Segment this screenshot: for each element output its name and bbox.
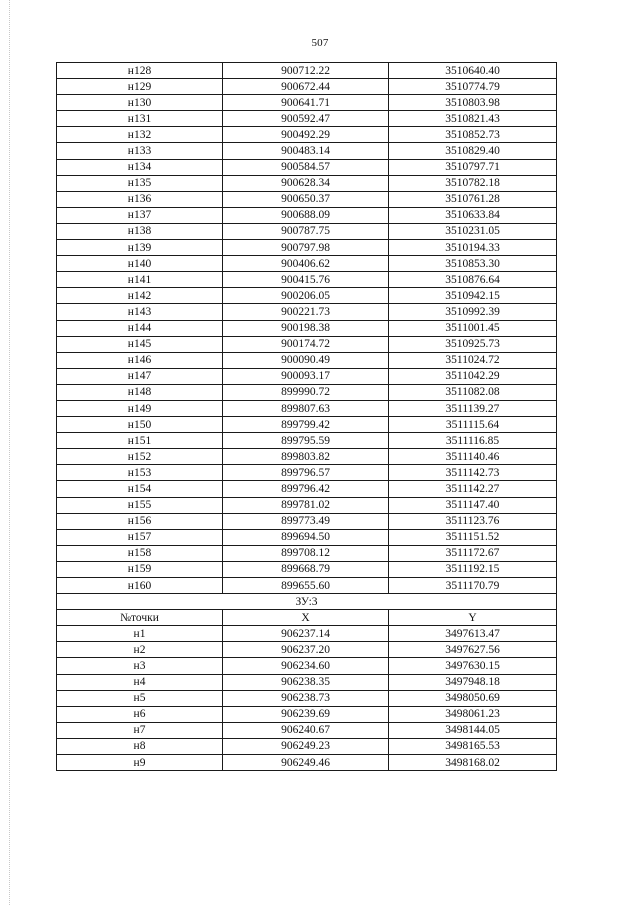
table-row	[57, 578, 557, 594]
point-id-cell: н4	[57, 674, 223, 690]
y-coordinate-cell: 3510942.15	[389, 288, 557, 304]
x-coordinate-cell: 899708.12	[223, 545, 389, 561]
x-coordinate-cell: 900672.44	[223, 79, 389, 95]
y-coordinate-cell: 3510925.73	[389, 336, 557, 352]
table-row	[57, 433, 557, 449]
y-coordinate-cell: 3511116.85	[389, 433, 557, 449]
table-row	[57, 642, 557, 658]
table-row	[57, 256, 557, 272]
x-coordinate-cell: 900206.05	[223, 288, 389, 304]
table-row	[57, 561, 557, 577]
y-coordinate-cell: 3498061.23	[389, 706, 557, 722]
point-id-cell: н3	[57, 658, 223, 674]
y-coordinate-cell: 3511123.76	[389, 513, 557, 529]
x-coordinate-cell: 899803.82	[223, 449, 389, 465]
section-header-body	[57, 594, 557, 626]
y-coordinate-cell: 3498165.53	[389, 738, 557, 754]
point-id-cell: н146	[57, 352, 223, 368]
x-coordinate-cell: 899799.42	[223, 417, 389, 433]
point-id-cell: н9	[57, 755, 223, 771]
y-coordinate-cell: 3511082.08	[389, 384, 557, 400]
x-coordinate-cell: 900641.71	[223, 95, 389, 111]
point-id-cell: н141	[57, 272, 223, 288]
point-id-cell: н2	[57, 642, 223, 658]
point-id-cell: н148	[57, 384, 223, 400]
x-coordinate-cell: 899796.57	[223, 465, 389, 481]
x-coordinate-cell: 899795.59	[223, 433, 389, 449]
y-coordinate-cell: 3510633.84	[389, 207, 557, 223]
table-row	[57, 191, 557, 207]
y-coordinate-cell: 3511170.79	[389, 578, 557, 594]
x-coordinate-cell: 900090.49	[223, 352, 389, 368]
point-id-cell: н154	[57, 481, 223, 497]
y-coordinate-cell: 3498168.02	[389, 755, 557, 771]
point-id-cell: н8	[57, 738, 223, 754]
x-coordinate-cell: 906237.14	[223, 626, 389, 642]
y-coordinate-cell: 3510797.71	[389, 159, 557, 175]
point-id-cell: н6	[57, 706, 223, 722]
x-coordinate-cell: 900787.75	[223, 223, 389, 239]
table-row	[57, 95, 557, 111]
table-row	[57, 143, 557, 159]
table-row	[57, 272, 557, 288]
table-row	[57, 626, 557, 642]
y-coordinate-cell: 3510829.40	[389, 143, 557, 159]
table-row	[57, 529, 557, 545]
y-coordinate-cell: 3497613.47	[389, 626, 557, 642]
y-coordinate-cell: 3510774.79	[389, 79, 557, 95]
coordinates-table	[56, 62, 557, 771]
table-row	[57, 400, 557, 416]
x-coordinate-cell: 900174.72	[223, 336, 389, 352]
point-id-cell: н157	[57, 529, 223, 545]
x-coordinate-cell: 900221.73	[223, 304, 389, 320]
table-row	[57, 722, 557, 738]
point-id-cell: н135	[57, 175, 223, 191]
y-coordinate-cell: 3511147.40	[389, 497, 557, 513]
point-id-cell: н140	[57, 256, 223, 272]
x-coordinate-cell: 906240.67	[223, 722, 389, 738]
column-header-point: №точки	[57, 610, 223, 626]
column-header-row	[57, 610, 557, 626]
page-number: 507	[311, 37, 329, 49]
y-coordinate-cell: 3511139.27	[389, 400, 557, 416]
y-coordinate-cell: 3510761.28	[389, 191, 557, 207]
x-coordinate-cell: 900592.47	[223, 111, 389, 127]
x-coordinate-cell: 899781.02	[223, 497, 389, 513]
y-coordinate-cell: 3510640.40	[389, 63, 557, 79]
table-row	[57, 111, 557, 127]
x-coordinate-cell: 906249.46	[223, 755, 389, 771]
table-row	[57, 175, 557, 191]
table-row	[57, 288, 557, 304]
y-coordinate-cell: 3510231.05	[389, 223, 557, 239]
x-coordinate-cell: 900492.29	[223, 127, 389, 143]
y-coordinate-cell: 3511151.52	[389, 529, 557, 545]
point-id-cell: н150	[57, 417, 223, 433]
point-id-cell: н143	[57, 304, 223, 320]
y-coordinate-cell: 3511142.27	[389, 481, 557, 497]
y-coordinate-cell: 3511042.29	[389, 368, 557, 384]
point-id-cell: н136	[57, 191, 223, 207]
x-coordinate-cell: 899796.42	[223, 481, 389, 497]
y-coordinate-cell: 3511024.72	[389, 352, 557, 368]
table-row	[57, 417, 557, 433]
x-coordinate-cell: 906238.35	[223, 674, 389, 690]
y-coordinate-cell: 3497630.15	[389, 658, 557, 674]
table-row	[57, 207, 557, 223]
table-row	[57, 481, 557, 497]
coordinates-table-bottom-body	[57, 626, 557, 771]
table-row	[57, 706, 557, 722]
x-coordinate-cell: 900797.98	[223, 240, 389, 256]
y-coordinate-cell: 3510876.64	[389, 272, 557, 288]
table-row	[57, 738, 557, 754]
table-row	[57, 690, 557, 706]
y-coordinate-cell: 3511140.46	[389, 449, 557, 465]
table-row	[57, 497, 557, 513]
table-row	[57, 368, 557, 384]
x-coordinate-cell: 906237.20	[223, 642, 389, 658]
point-id-cell: н156	[57, 513, 223, 529]
table-row	[57, 755, 557, 771]
x-coordinate-cell: 899694.50	[223, 529, 389, 545]
x-coordinate-cell: 899773.49	[223, 513, 389, 529]
table-row	[57, 465, 557, 481]
table-row	[57, 674, 557, 690]
x-coordinate-cell: 899668.79	[223, 561, 389, 577]
point-id-cell: н1	[57, 626, 223, 642]
point-id-cell: н155	[57, 497, 223, 513]
point-id-cell: н144	[57, 320, 223, 336]
x-coordinate-cell: 900584.57	[223, 159, 389, 175]
point-id-cell: н158	[57, 545, 223, 561]
table-row	[57, 513, 557, 529]
x-coordinate-cell: 900198.38	[223, 320, 389, 336]
x-coordinate-cell: 906238.73	[223, 690, 389, 706]
table-row	[57, 320, 557, 336]
y-coordinate-cell: 3510992.39	[389, 304, 557, 320]
y-coordinate-cell: 3510803.98	[389, 95, 557, 111]
section-title-row	[57, 594, 557, 610]
y-coordinate-cell: 3510821.43	[389, 111, 557, 127]
point-id-cell: н128	[57, 63, 223, 79]
point-id-cell: н147	[57, 368, 223, 384]
y-coordinate-cell: 3511142.73	[389, 465, 557, 481]
section-title: ЗУ:3	[57, 594, 557, 610]
column-header-y: Y	[389, 610, 557, 626]
table-row	[57, 79, 557, 95]
point-id-cell: н130	[57, 95, 223, 111]
point-id-cell: н142	[57, 288, 223, 304]
x-coordinate-cell: 900093.17	[223, 368, 389, 384]
table-row	[57, 336, 557, 352]
point-id-cell: н152	[57, 449, 223, 465]
table-row	[57, 223, 557, 239]
scan-edge-line	[9, 0, 11, 905]
point-id-cell: н131	[57, 111, 223, 127]
x-coordinate-cell: 899655.60	[223, 578, 389, 594]
y-coordinate-cell: 3510853.30	[389, 256, 557, 272]
point-id-cell: н139	[57, 240, 223, 256]
x-coordinate-cell: 906249.23	[223, 738, 389, 754]
table-row	[57, 304, 557, 320]
point-id-cell: н138	[57, 223, 223, 239]
y-coordinate-cell: 3510782.18	[389, 175, 557, 191]
x-coordinate-cell: 900712.22	[223, 63, 389, 79]
y-coordinate-cell: 3511172.67	[389, 545, 557, 561]
y-coordinate-cell: 3497948.18	[389, 674, 557, 690]
point-id-cell: н151	[57, 433, 223, 449]
y-coordinate-cell: 3498050.69	[389, 690, 557, 706]
x-coordinate-cell: 900406.62	[223, 256, 389, 272]
point-id-cell: н5	[57, 690, 223, 706]
x-coordinate-cell: 899807.63	[223, 400, 389, 416]
point-id-cell: н160	[57, 578, 223, 594]
table-row	[57, 545, 557, 561]
table-row	[57, 127, 557, 143]
table-row	[57, 352, 557, 368]
x-coordinate-cell: 899990.72	[223, 384, 389, 400]
point-id-cell: н7	[57, 722, 223, 738]
point-id-cell: н134	[57, 159, 223, 175]
table-row	[57, 658, 557, 674]
table-row	[57, 449, 557, 465]
point-id-cell: н159	[57, 561, 223, 577]
point-id-cell: н153	[57, 465, 223, 481]
y-coordinate-cell: 3510852.73	[389, 127, 557, 143]
y-coordinate-cell: 3511001.45	[389, 320, 557, 336]
x-coordinate-cell: 900483.14	[223, 143, 389, 159]
point-id-cell: н145	[57, 336, 223, 352]
y-coordinate-cell: 3511192.15	[389, 561, 557, 577]
point-id-cell: н149	[57, 400, 223, 416]
y-coordinate-cell: 3511115.64	[389, 417, 557, 433]
x-coordinate-cell: 900688.09	[223, 207, 389, 223]
column-header-x: X	[223, 610, 389, 626]
point-id-cell: н132	[57, 127, 223, 143]
x-coordinate-cell: 900415.76	[223, 272, 389, 288]
table-row	[57, 384, 557, 400]
table-row	[57, 63, 557, 79]
y-coordinate-cell: 3498144.05	[389, 722, 557, 738]
coordinates-table-top-body	[57, 63, 557, 594]
y-coordinate-cell: 3497627.56	[389, 642, 557, 658]
x-coordinate-cell: 906239.69	[223, 706, 389, 722]
x-coordinate-cell: 906234.60	[223, 658, 389, 674]
x-coordinate-cell: 900650.37	[223, 191, 389, 207]
table-row	[57, 240, 557, 256]
point-id-cell: н137	[57, 207, 223, 223]
point-id-cell: н129	[57, 79, 223, 95]
point-id-cell: н133	[57, 143, 223, 159]
table-row	[57, 159, 557, 175]
y-coordinate-cell: 3510194.33	[389, 240, 557, 256]
x-coordinate-cell: 900628.34	[223, 175, 389, 191]
